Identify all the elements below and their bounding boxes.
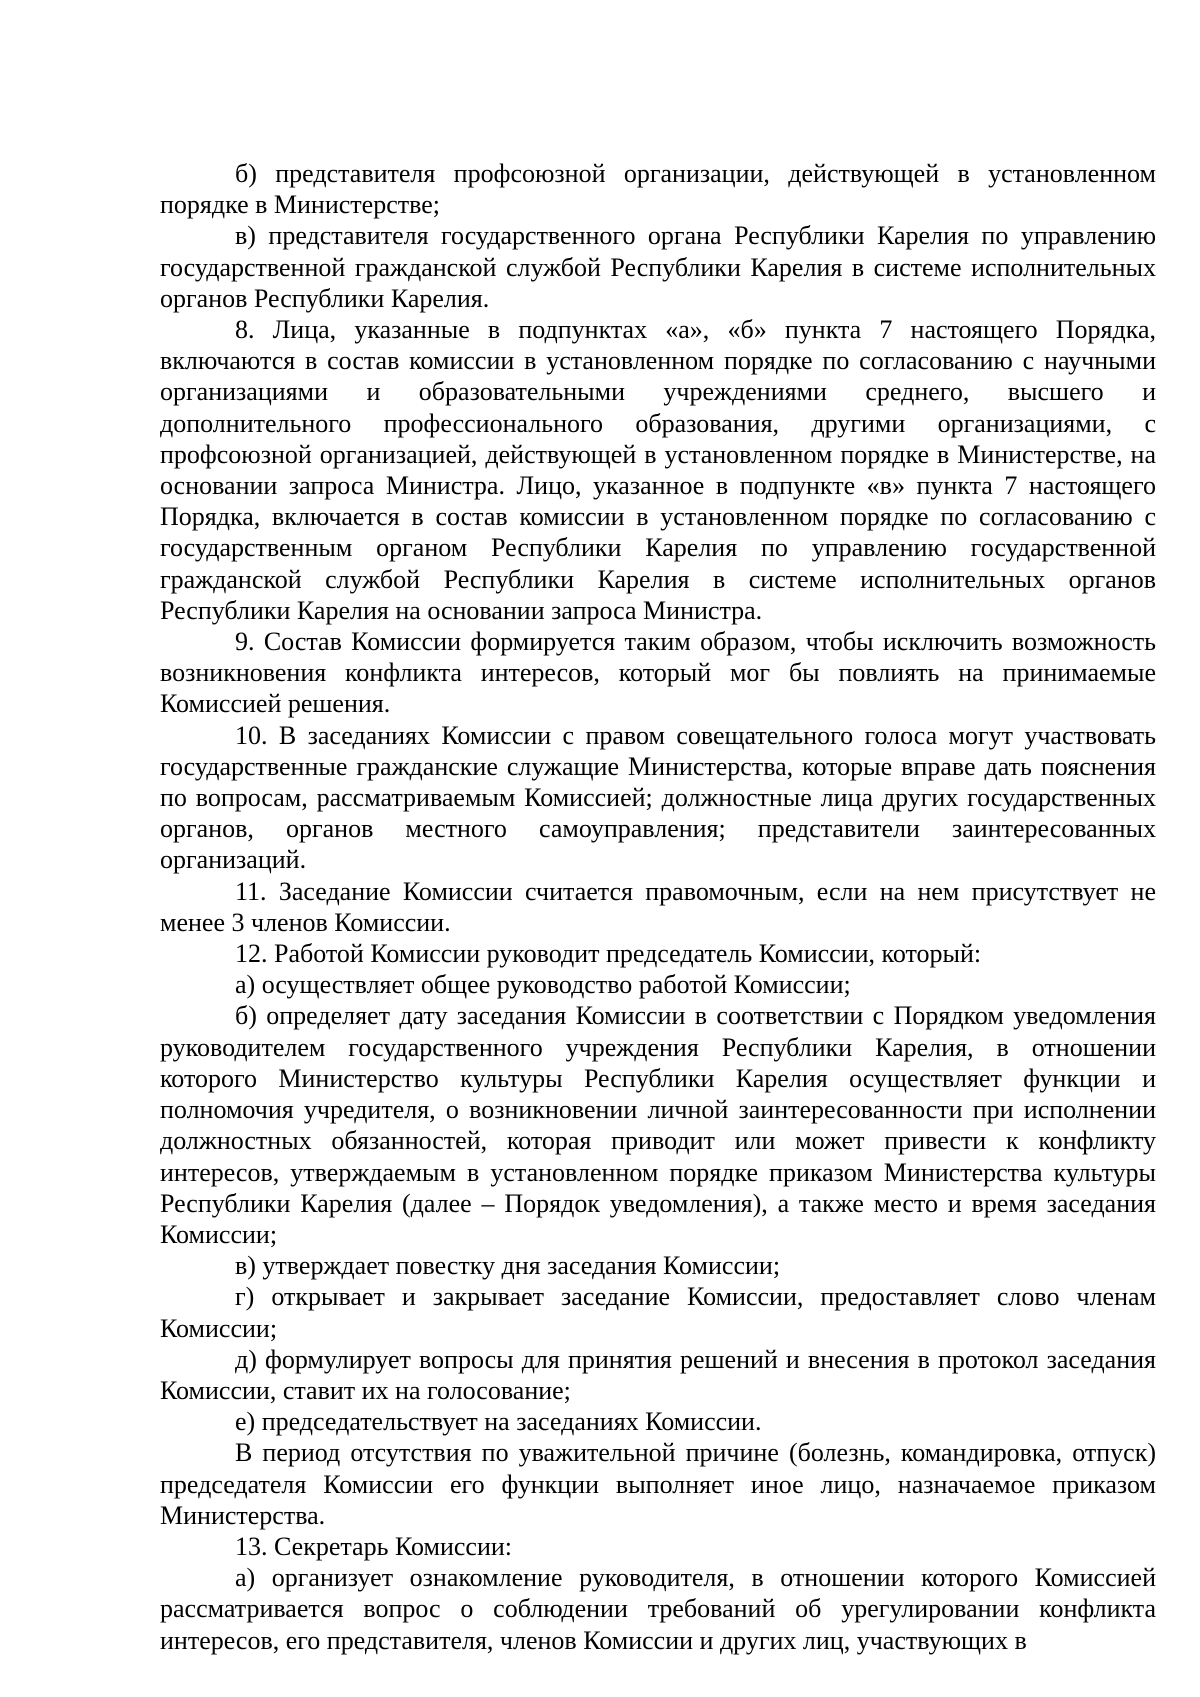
paragraph-13: 13. Секретарь Комиссии:: [235, 1531, 512, 1561]
paragraph-11: 11. Заседание Комиссии считается правомочным, если на нем присутствует не менее 3 членов Комиссии.: [160, 876, 1156, 937]
paragraph-12: 12. Работой Комиссии руководит председатель Комиссии, который:: [235, 939, 982, 969]
paragraph-1b-trade-union: б) представителя профсоюзной организации, действующей в установленном порядке в Министерстве;: [160, 159, 1156, 220]
paragraph-10: 10. В заседаниях Комиссии с правом совещательного голоса могут участвовать государственные гражданские служащие Министерства, которые вправе дать пояснения по вопросам, рассматриваемым Комиссией; должностные лица других государственных органов, органов местного самоуправления; представители заинтересованных организаций.: [160, 720, 1156, 875]
paragraph-12v: в) утверждает повестку дня заседания Комиссии;: [235, 1251, 781, 1281]
paragraph-12g: г) открывает и закрывает заседание Комиссии, предоставляет слово членам Комиссии;: [160, 1282, 1156, 1343]
document-page: [160, 158, 1156, 1656]
paragraph-12d: д) формулирует вопросы для принятия решений и внесения в протокол заседания Комиссии, ставит их на голосование;: [160, 1344, 1156, 1405]
paragraph-chair-absence: В период отсутствия по уважительной причине (болезнь, командировка, отпуск) председателя Комиссии его функции выполняет иное лицо, назначаемое приказом Министерства.: [160, 1438, 1156, 1530]
paragraph-12e: е) председательствует на заседаниях Комиссии.: [235, 1407, 762, 1437]
paragraph-1v-state-body: в) представителя государственного органа Республики Карелия по управлению государственной гражданской службой Республики Карелия в системе исполнительных органов Республики Карелия.: [160, 221, 1156, 313]
paragraph-9: 9. Состав Комиссии формируется таким образом, чтобы исключить возможность возникновения конфликта интересов, который мог бы повлиять на принимаемые Комиссией решения.: [160, 627, 1156, 719]
paragraph-12a: а) осуществляет общее руководство работой Комиссии;: [235, 970, 851, 1000]
paragraph-12b: б) определяет дату заседания Комиссии в соответствии с Порядком уведомления руководителем государственного учреждения Республики Карелия, в отношении которого Министерство культуры Республики Карелия осуществляет функции и полномочия учредителя, о возникновении личной заинтересованности при исполнении должностных обязанностей, которая приводит или может привести к конфликту интересов, утверждаемым в установленном порядке приказом Министерства культуры Республики Карелия (далее – Порядок уведомления), а также место и время заседания Комиссии;: [160, 1001, 1156, 1249]
paragraph-13a: а) организует ознакомление руководителя, в отношении которого Комиссией рассматривается вопрос о соблюдении требований об урегулировании конфликта интересов, его представителя, членов Комиссии и других лиц, участвующих в: [160, 1563, 1156, 1655]
paragraph-8: 8. Лица, указанные в подпунктах «а», «б» пункта 7 настоящего Порядка, включаются в состав комиссии в установленном порядке по согласованию с научными организациями и образовательными учреждениями среднего, высшего и дополнительного профессионального образования, другими организациями, с профсоюзной организацией, действующей в установленном порядке в Министерстве, на основании запроса Министра. Лицо, указанное в подпункте «в» пункта 7 настоящего Порядка, включается в состав комиссии в установленном порядке по согласованию с государственным органом Республики Карелия по управлению государственной гражданской службой Республики Карелия в системе исполнительных органов Республики Карелия на основании запроса Министра.: [160, 315, 1156, 625]
